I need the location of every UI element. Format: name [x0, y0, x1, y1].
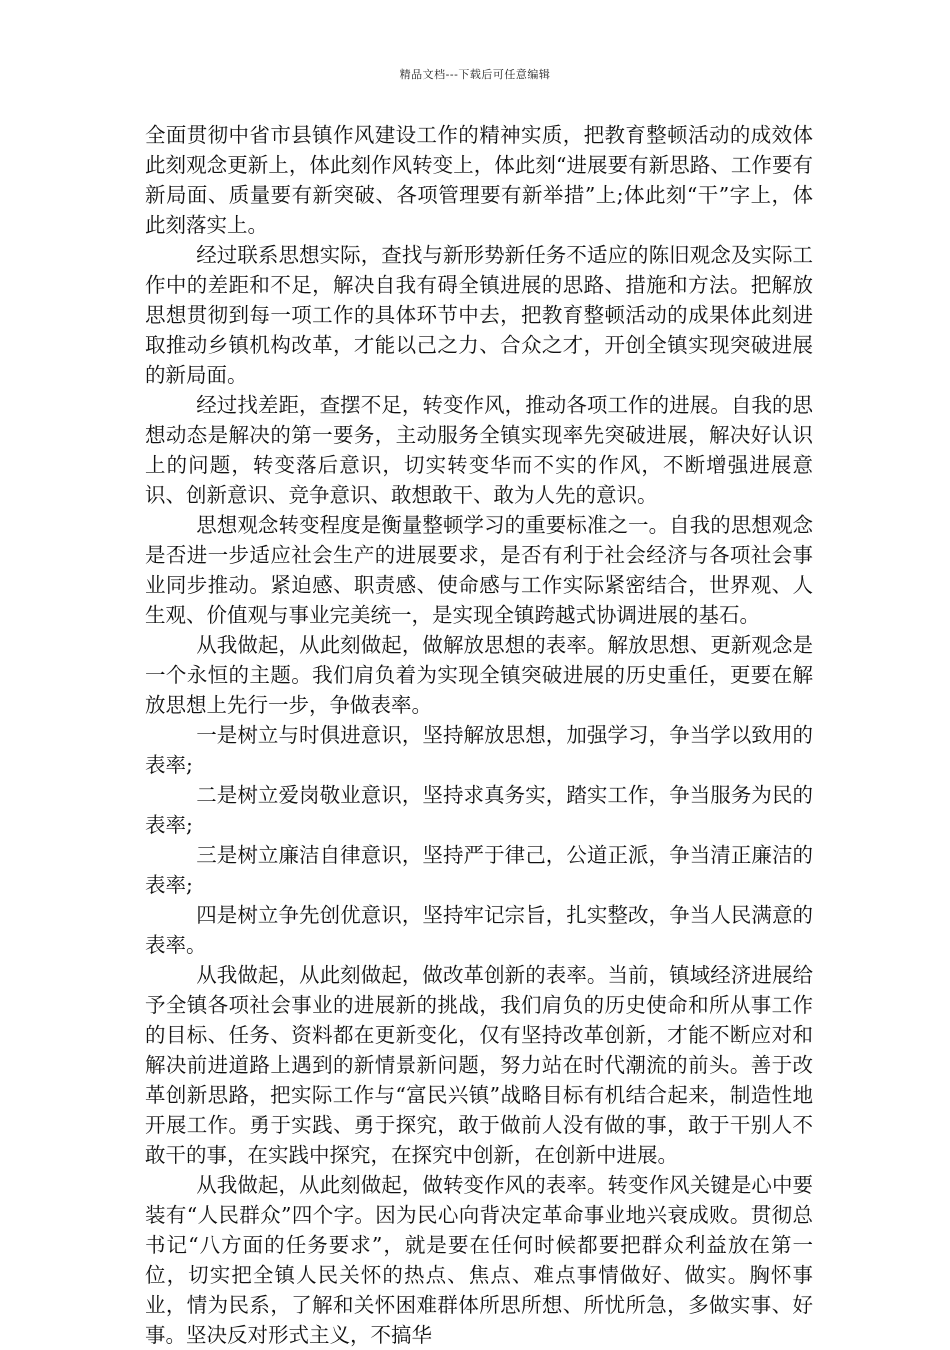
paragraph-8: 三是树立廉洁自律意识，坚持严于律己，公道正派，争当清正廉洁的表率;	[145, 843, 813, 897]
paragraph-3: 经过找差距，查摆不足，转变作风，推动各项工作的进展。自我的思想动态是解决的第一要务，主动服务全镇实现率先突破进展，解决好认识上的问题，转变落后意识，切实转变华而不实的作风，不断增强进展意识、创新意识、竞争意识、敢想敢干、敢为人先的意识。	[145, 393, 813, 507]
paragraph-2: 经过联系思想实际，查找与新形势新任务不适应的陈旧观念及实际工作中的差距和不足，解决自我有碍全镇进展的思路、措施和方法。把解放思想贯彻到每一项工作的具体环节中去，把教育整顿活动的成果体此刻进取推动乡镇机构改革，才能以己之力、合众之才，开创全镇实现突破进展的新局面。	[145, 243, 813, 387]
paragraph-10: 从我做起，从此刻做起，做改革创新的表率。当前，镇域经济进展给予全镇各项社会事业的进展新的挑战，我们肩负的历史使命和所从事工作的目标、任务、资料都在更新变化，仅有坚持改革创新，才能不断应对和解决前进道路上遇到的新情景新问题，努力站在时代潮流的前头。善于改革创新思路，把实际工作与“富民兴镇”战略目标有机结合起来，制造性地开展工作。勇于实践、勇于探究，敢于做前人没有做的事，敢于干别人不敢干的事，在实践中探究，在探究中创新，在创新中进展。	[145, 963, 813, 1167]
paragraph-4: 思想观念转变程度是衡量整顿学习的重要标准之一。自我的思想观念是否进一步适应社会生产的进展要求，是否有利于社会经济与各项社会事业同步推动。紧迫感、职责感、使命感与工作实际紧密结合，世界观、人生观、价值观与事业完美统一，是实现全镇跨越式协调进展的基石。	[145, 513, 813, 627]
paragraph-5: 从我做起，从此刻做起，做解放思想的表率。解放思想、更新观念是一个永恒的主题。我们肩负着为实现全镇突破进展的历史重任，更要在解放思想上先行一步，争做表率。	[145, 633, 813, 717]
paragraph-9: 四是树立争先创优意识，坚持牢记宗旨，扎实整改，争当人民满意的表率。	[145, 903, 813, 957]
paragraph-6: 一是树立与时俱进意识，坚持解放思想，加强学习，争当学以致用的表率;	[145, 723, 813, 777]
paragraph-7: 二是树立爱岗敬业意识，坚持求真务实，踏实工作，争当服务为民的表率;	[145, 783, 813, 837]
paragraph-11: 从我做起，从此刻做起，做转变作风的表率。转变作风关键是心中要装有“人民群众”四个字。因为民心向背决定革命事业地兴衰成败。贯彻总书记“八方面的任务要求”，就是要在任何时候都要把群众利益放在第一位，切实把全镇人民关怀的热点、焦点、难点事情做好、做实。胸怀事业，情为民系，了解和关怀困难群体所思所想、所忧所急，多做实事、好事。坚决反对形式主义，不搞华	[145, 1173, 813, 1347]
page-header: 精品文档---下载后可任意编辑	[399, 68, 551, 81]
paragraph-1: 全面贯彻中省市县镇作风建设工作的精神实质，把教育整顿活动的成效体此刻观念更新上，体此刻作风转变上，体此刻“进展要有新思路、工作要有新局面、质量要有新突破、各项管理要有新举措”上;体此刻“干”字上，体此刻落实上。	[145, 123, 813, 237]
document-body	[145, 120, 813, 1350]
